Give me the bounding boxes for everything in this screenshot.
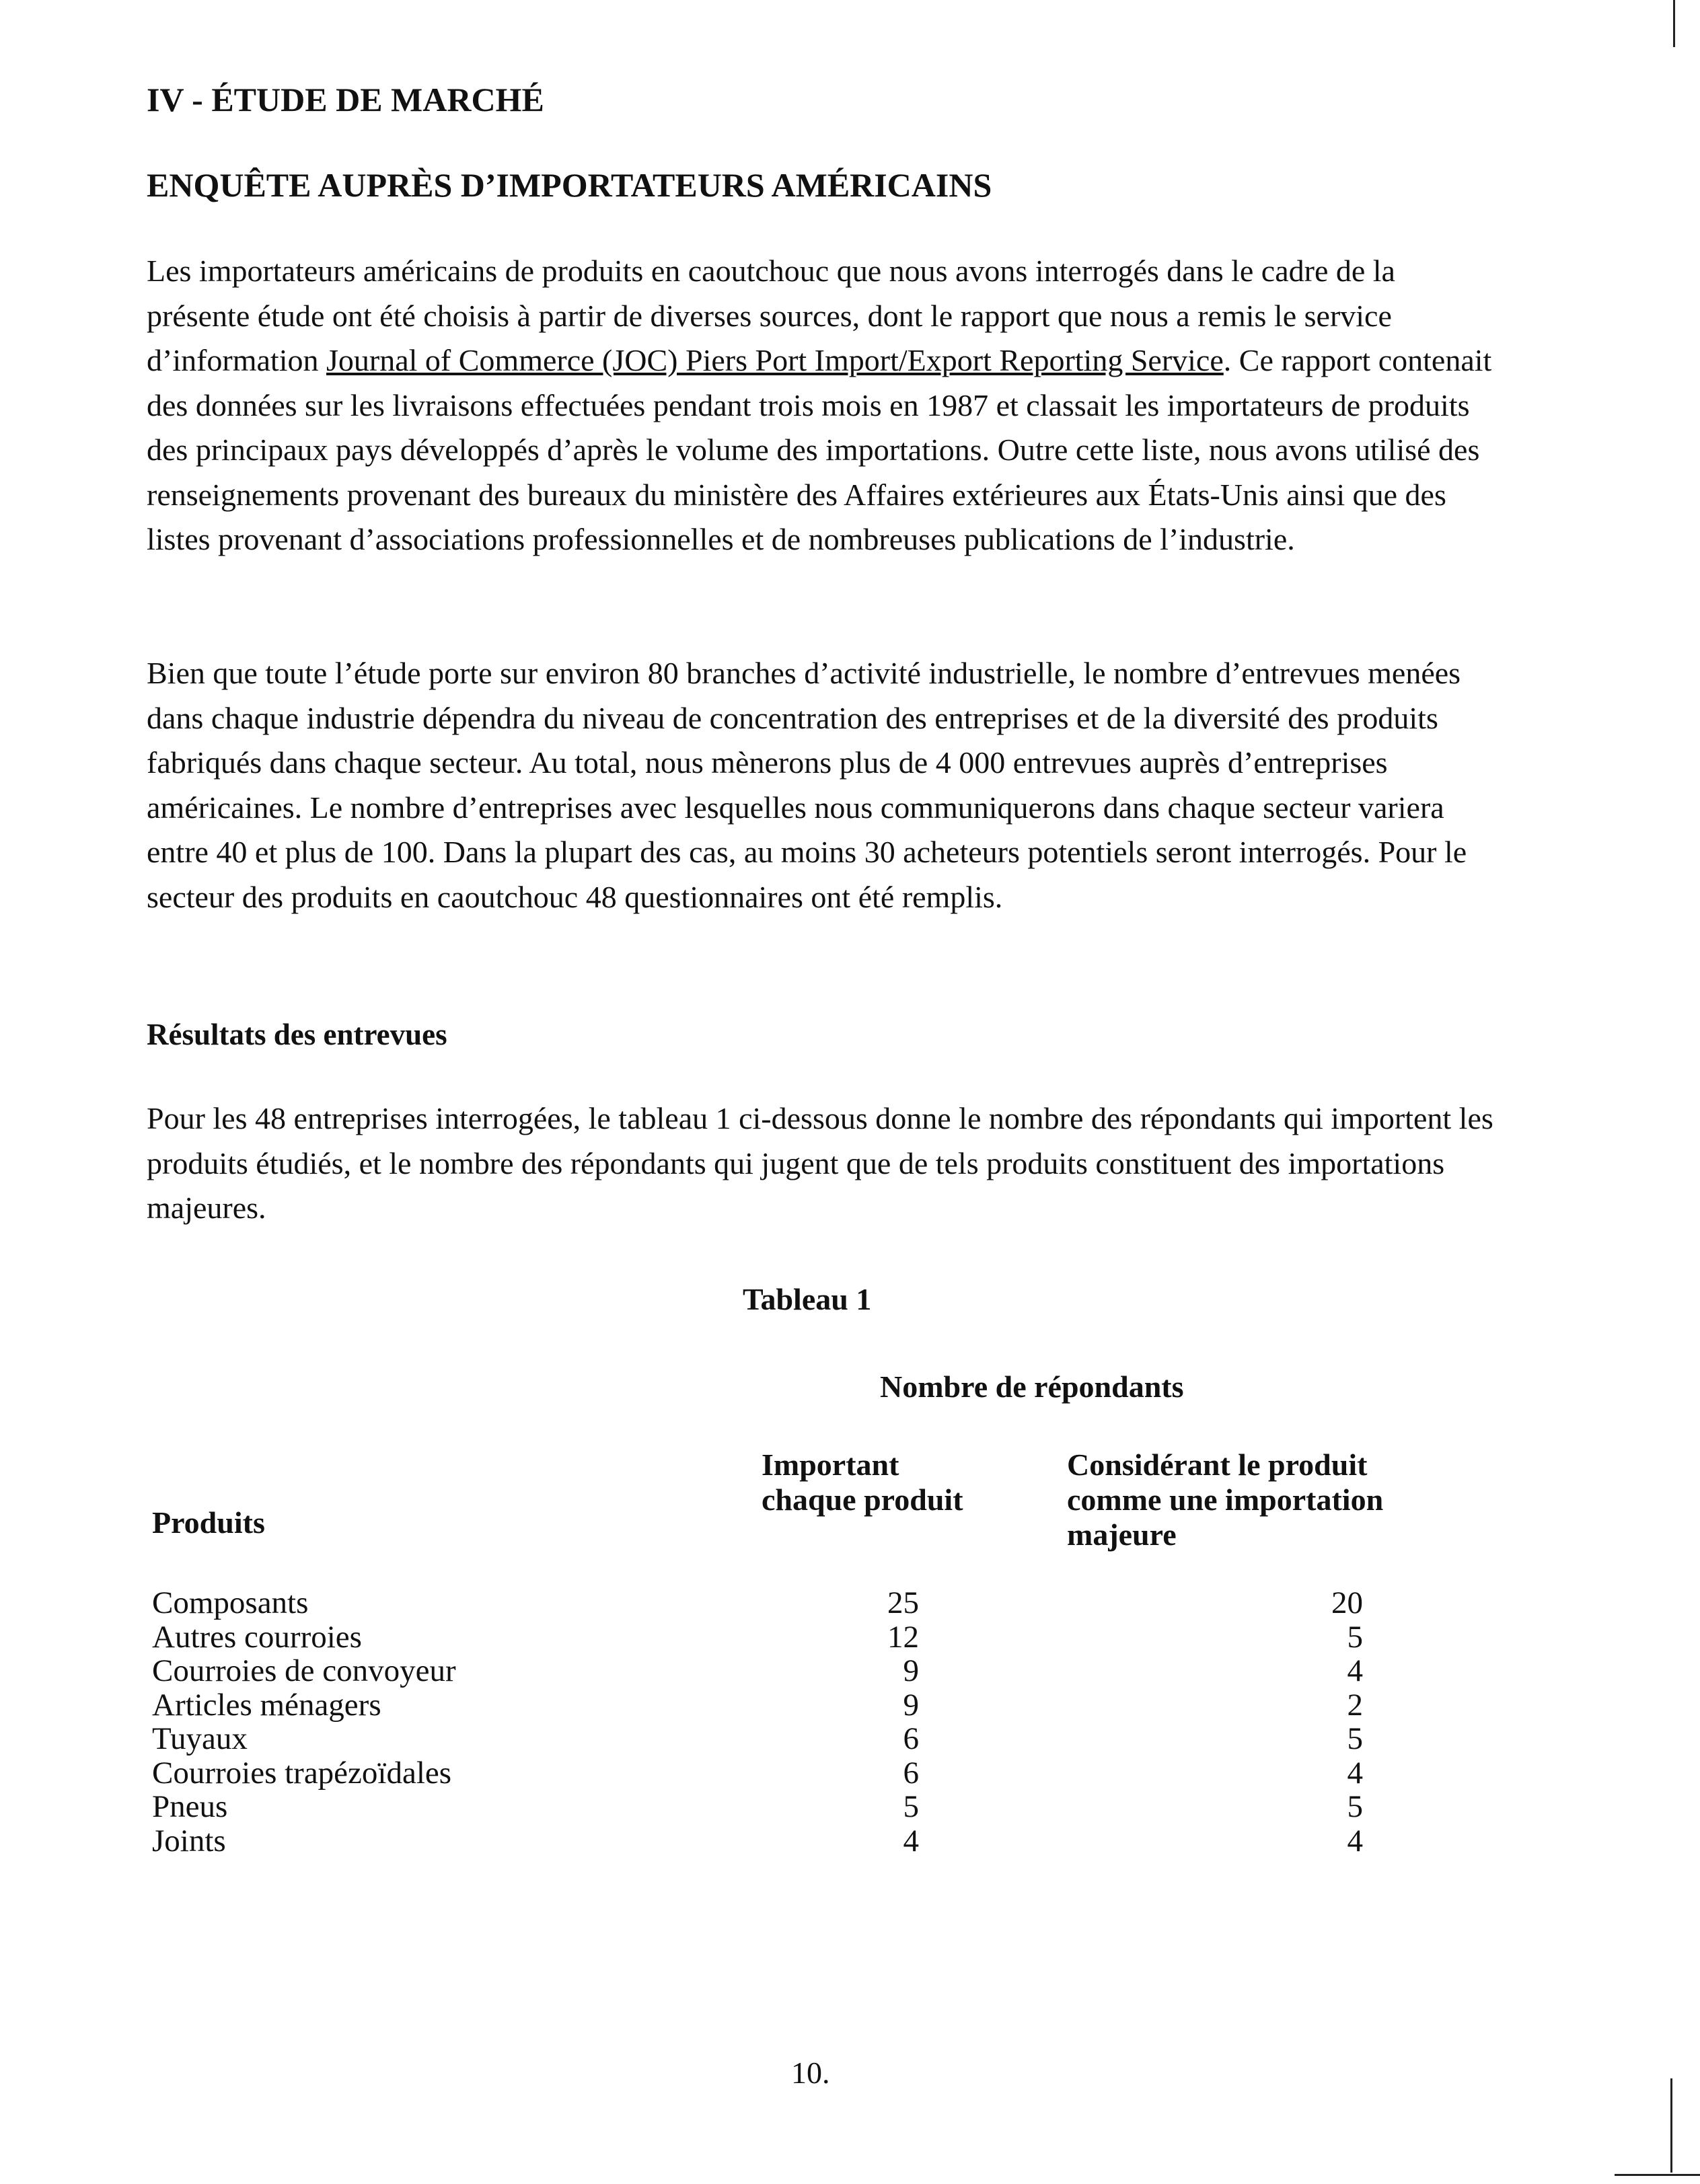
scan-edge-mark-top	[1673, 0, 1675, 47]
major-count: 4	[1347, 1653, 1363, 1688]
importing-count: 4	[903, 1823, 919, 1858]
subtitle: ENQUÊTE AUPRÈS D’IMPORTATEURS AMÉRICAINS	[147, 166, 992, 204]
major-count: 20	[1331, 1585, 1363, 1620]
paragraph-sources	[147, 249, 1499, 562]
scan-edge-mark-bottom	[1670, 2078, 1672, 2173]
section-title: IV - ÉTUDE DE MARCHÉ	[147, 81, 544, 118]
importing-count: 12	[887, 1619, 919, 1655]
paragraph-sources-intro: Les importateurs américains de produits en caoutchouc que nous avons interrogés dans le cadre de la présente étude ont été choisis à partir de diverses sources, dont le rapport que nous a remis le service d’information	[147, 254, 1395, 377]
column-header-major-line1: Considérant le produit	[1067, 1447, 1368, 1482]
table-row	[152, 1586, 1363, 1620]
table-row	[152, 1654, 1363, 1688]
paragraph-scope: Bien que toute l’étude porte sur environ 80 branches d’activité industrielle, le nombre d’entrevues menées dans chaque industrie dépendra du niveau de concentration des entreprises et de la diversité des produits fabriqués dans chaque secteur. Au total, nous mènerons plus de 4 000 entrevues auprès d’entreprises américaines. Le nombre d’entreprises avec lesquelles nous communiquerons dans chaque secteur variera entre 40 et plus de 100. Dans la plupart des cas, au moins 30 acheteurs potentiels seront interrogés. Pour le secteur des produits en caoutchouc 48 questionnaires ont été remplis.	[147, 656, 1467, 914]
major-count: 2	[1347, 1687, 1363, 1723]
column-header-importing-line1: Important	[762, 1447, 899, 1482]
product-name: Courroies trapézoïdales	[152, 1755, 452, 1791]
column-header-importing	[762, 1447, 963, 1517]
table-row	[152, 1722, 1363, 1756]
importing-count: 6	[903, 1755, 919, 1791]
paragraph-results: Pour les 48 entreprises interrogées, le tableau 1 ci-dessous donne le nombre des répondants qui importent les produits étudiés, et le nombre des répondants qui jugent que de tels produits constituent des importations majeures.	[147, 1101, 1493, 1225]
table-body	[152, 1586, 1363, 1858]
importing-count: 25	[887, 1585, 919, 1620]
importing-count: 9	[903, 1687, 919, 1723]
column-header-major	[1067, 1447, 1383, 1552]
importing-count: 6	[903, 1721, 919, 1756]
major-count: 5	[1347, 1619, 1363, 1655]
results-heading: Résultats des entrevues	[147, 1018, 447, 1051]
column-header-importing-line2: chaque produit	[762, 1482, 963, 1517]
importing-count: 9	[903, 1653, 919, 1688]
table-group-header: Nombre de répondants	[880, 1369, 1184, 1404]
table-row	[152, 1688, 1363, 1723]
table-title: Tableau 1	[743, 1282, 872, 1316]
report-name: Journal of Commerce (JOC) Piers Port Import/Export Reporting Service	[326, 343, 1224, 377]
column-header-major-line3: majeure	[1067, 1517, 1177, 1552]
table-row	[152, 1790, 1363, 1824]
column-header-product-label: Produits	[152, 1505, 265, 1540]
table-row	[152, 1824, 1363, 1858]
product-name: Tuyaux	[152, 1721, 248, 1756]
product-name: Autres courroies	[152, 1619, 362, 1655]
product-name: Joints	[152, 1823, 226, 1858]
column-header-major-line2: comme une importation	[1067, 1482, 1384, 1517]
table-row	[152, 1756, 1363, 1791]
product-name: Composants	[152, 1585, 309, 1620]
paragraph-sources-rest: . Ce rapport contenait des données sur les livraisons effectuées pendant trois mois en 1987 et classait les importateurs de produits des principaux pays développés d’après le volume des importations. Outre cette liste, nous avons utilisé des renseignements provenant des bureaux du ministère des Affaires extérieures aux États-Unis ainsi que des listes provenant d’associations professionnelles et de nombreuses publications de l’industrie.	[147, 343, 1492, 556]
major-count: 5	[1347, 1721, 1363, 1756]
major-count: 5	[1347, 1789, 1363, 1824]
product-name: Pneus	[152, 1789, 228, 1824]
importing-count: 5	[903, 1789, 919, 1824]
table-row	[152, 1620, 1363, 1655]
page-number: 10.	[791, 2056, 830, 2090]
major-count: 4	[1347, 1755, 1363, 1791]
major-count: 4	[1347, 1823, 1363, 1858]
column-header-product	[152, 1505, 265, 1540]
scan-edge-line-bottom	[1615, 2174, 1700, 2176]
product-name: Articles ménagers	[152, 1687, 381, 1723]
product-name: Courroies de convoyeur	[152, 1653, 456, 1688]
